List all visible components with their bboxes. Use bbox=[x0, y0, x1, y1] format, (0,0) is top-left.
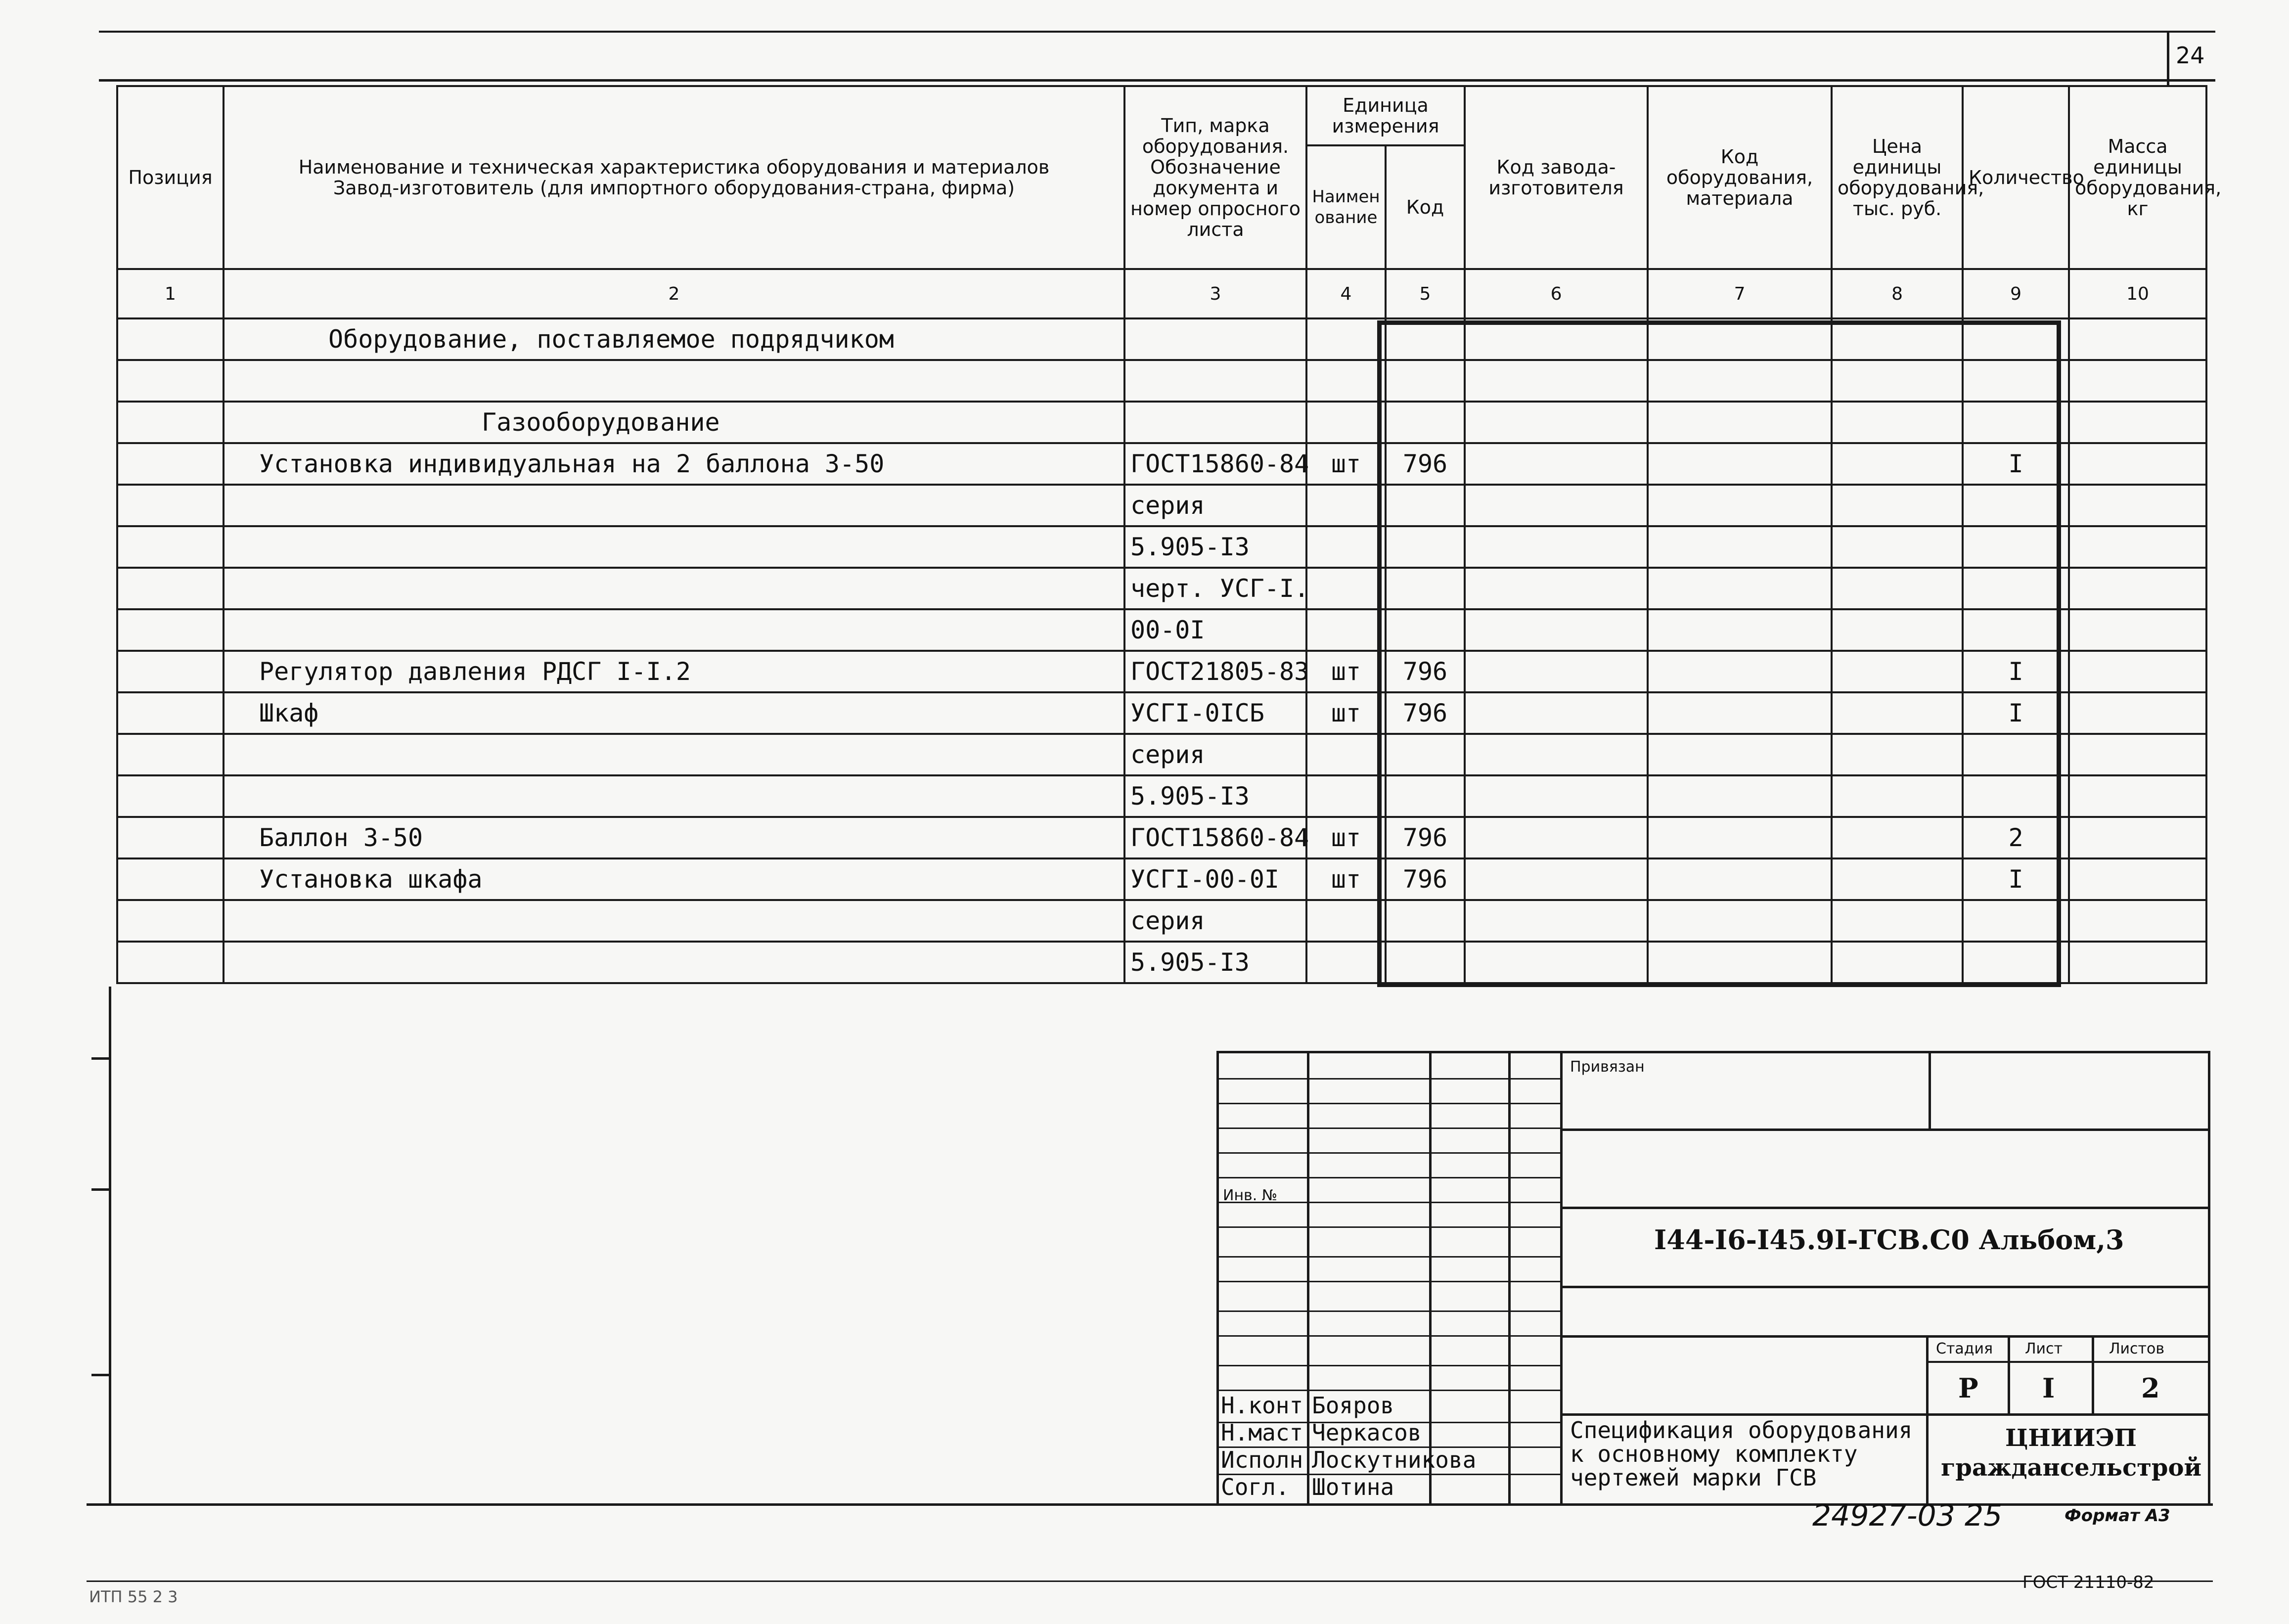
cell-mass bbox=[2069, 900, 2206, 942]
title-block bbox=[1216, 1051, 2210, 1506]
cell-mass bbox=[2069, 817, 2206, 858]
cell-qty: 2 bbox=[1963, 817, 2069, 858]
header-quantity: Количество bbox=[1963, 86, 2069, 269]
footer-rule bbox=[87, 1580, 2213, 1582]
title-line-2: к основному комплекту bbox=[1570, 1441, 1858, 1467]
cell-type: 5.905-I3 bbox=[1124, 526, 1306, 568]
header-mass: Масса единицы оборудования, кг bbox=[2069, 86, 2206, 269]
tb-divider bbox=[1929, 1053, 1931, 1130]
title-line-3: чертежей марки ГСВ bbox=[1570, 1464, 1817, 1491]
cell-code: 796 bbox=[1386, 692, 1465, 734]
tb-grid-row bbox=[1219, 1390, 1560, 1391]
top-rule-2 bbox=[99, 79, 2215, 82]
cell-mass bbox=[2069, 692, 2206, 734]
cell-name bbox=[224, 609, 1124, 651]
cell-name: Регулятор давления РДСГ I-I.2 bbox=[224, 651, 1124, 692]
cell-name bbox=[224, 900, 1124, 942]
colnum-6: 6 bbox=[1465, 269, 1648, 318]
role-label: Исполн bbox=[1221, 1446, 1303, 1473]
tb-rule bbox=[1560, 1128, 2208, 1131]
cell-unit bbox=[1306, 775, 1386, 817]
cell-pos bbox=[117, 734, 224, 775]
cell-mass bbox=[2069, 485, 2206, 526]
cell-unit bbox=[1306, 402, 1386, 443]
cell-pos bbox=[117, 526, 224, 568]
cell-unit bbox=[1306, 360, 1386, 402]
cell-code: 796 bbox=[1386, 443, 1465, 485]
margin-tick bbox=[91, 1374, 109, 1376]
cell-pos bbox=[117, 402, 224, 443]
role-person: Черкасов bbox=[1312, 1419, 1422, 1446]
colnum-5: 5 bbox=[1386, 269, 1465, 318]
stage-value: Р bbox=[1958, 1372, 1978, 1404]
colnum-8: 8 bbox=[1832, 269, 1963, 318]
tb-grid-row bbox=[1219, 1365, 1560, 1366]
colnum-9: 9 bbox=[1963, 269, 2069, 318]
header-type: Тип, марка оборудования. Обозначение документа и номер опросного листа bbox=[1124, 86, 1306, 269]
tb-grid-row bbox=[1219, 1078, 1560, 1080]
role-person: Лоскутникова bbox=[1312, 1446, 1477, 1473]
tb-divider bbox=[1926, 1335, 1929, 1503]
top-rule bbox=[99, 31, 2215, 33]
cell-unit bbox=[1306, 485, 1386, 526]
cell-unit: шт bbox=[1306, 858, 1386, 900]
cell-qty: I bbox=[1963, 651, 2069, 692]
sheet-number: 24 bbox=[2176, 42, 2205, 69]
cell-unit: шт bbox=[1306, 443, 1386, 485]
cell-pos bbox=[117, 485, 224, 526]
cell-name bbox=[224, 360, 1124, 402]
tb-col bbox=[1429, 1053, 1432, 1503]
cell-pos bbox=[117, 651, 224, 692]
cell-type: ГОСТ15860-84 bbox=[1124, 817, 1306, 858]
role-person: Шотина bbox=[1312, 1474, 1394, 1500]
cell-unit bbox=[1306, 609, 1386, 651]
cell-pos bbox=[117, 858, 224, 900]
cell-mass bbox=[2069, 568, 2206, 609]
header-plant-code: Код завода-изготовителя bbox=[1465, 86, 1648, 269]
tb-rule bbox=[1560, 1286, 2208, 1288]
cell-pos bbox=[117, 692, 224, 734]
cell-mass bbox=[2069, 443, 2206, 485]
cell-name bbox=[224, 526, 1124, 568]
cell-type: серия bbox=[1124, 900, 1306, 942]
privyazan-label: Привязан bbox=[1570, 1058, 1645, 1076]
cell-unit: шт bbox=[1306, 651, 1386, 692]
role-label: Н.конт bbox=[1221, 1392, 1303, 1419]
cell-name bbox=[224, 734, 1124, 775]
inv-no-label: Инв. № bbox=[1223, 1187, 1278, 1204]
cell-unit bbox=[1306, 942, 1386, 983]
tb-rule bbox=[1560, 1413, 2208, 1416]
cell-unit bbox=[1306, 318, 1386, 360]
left-border bbox=[109, 987, 111, 1506]
tb-divider bbox=[2092, 1335, 2094, 1414]
role-label: Согл. bbox=[1221, 1474, 1290, 1500]
cell-pos bbox=[117, 568, 224, 609]
cell-mass bbox=[2069, 651, 2206, 692]
tb-col bbox=[1560, 1053, 1563, 1503]
cell-unit bbox=[1306, 734, 1386, 775]
sheet-value: I bbox=[2042, 1372, 2055, 1404]
cell-unit: шт bbox=[1306, 692, 1386, 734]
cell-name: Газооборудование bbox=[224, 402, 1124, 443]
colnum-4: 4 bbox=[1306, 269, 1386, 318]
cell-mass bbox=[2069, 734, 2206, 775]
cell-pos bbox=[117, 318, 224, 360]
colnum-1: 1 bbox=[117, 269, 224, 318]
cell-pos bbox=[117, 609, 224, 651]
page-number-divider bbox=[2167, 31, 2169, 85]
cell-type: ГОСТ21805-83 bbox=[1124, 651, 1306, 692]
cell-pos bbox=[117, 360, 224, 402]
tb-grid-row bbox=[1219, 1152, 1560, 1154]
role-person: Бояров bbox=[1312, 1392, 1394, 1419]
cell-name: Шкаф bbox=[224, 692, 1124, 734]
cell-name bbox=[224, 942, 1124, 983]
cell-mass bbox=[2069, 609, 2206, 651]
sheets-label: Листов bbox=[2109, 1340, 2165, 1357]
cell-mass bbox=[2069, 402, 2206, 443]
cell-type bbox=[1124, 360, 1306, 402]
tb-rule bbox=[1560, 1335, 2208, 1338]
stage-label: Стадия bbox=[1936, 1340, 1993, 1357]
tb-divider bbox=[2008, 1335, 2010, 1414]
tb-col bbox=[1307, 1053, 1309, 1503]
cell-type: УСГI-00-0I bbox=[1124, 858, 1306, 900]
sheet-label: Лист bbox=[2025, 1340, 2063, 1357]
document-code: I44-I6-I45.9I-ГСВ.С0 Альбом,3 bbox=[1654, 1224, 2124, 1256]
sheets-value: 2 bbox=[2141, 1372, 2160, 1404]
cell-type: ГОСТ15860-84 bbox=[1124, 443, 1306, 485]
header-unit-code: Код bbox=[1386, 145, 1465, 269]
margin-tick bbox=[91, 1057, 109, 1060]
cell-pos bbox=[117, 443, 224, 485]
inventory-number: 24927-03 25 bbox=[1812, 1498, 2003, 1533]
cell-unit bbox=[1306, 568, 1386, 609]
cell-mass bbox=[2069, 775, 2206, 817]
cell-name bbox=[224, 485, 1124, 526]
tb-grid-row bbox=[1219, 1177, 1560, 1178]
cell-type: серия bbox=[1124, 485, 1306, 526]
cell-mass bbox=[2069, 526, 2206, 568]
cell-unit bbox=[1306, 526, 1386, 568]
footer-left-code: ИТП 55 2 3 bbox=[89, 1587, 178, 1606]
cell-unit: шт bbox=[1306, 817, 1386, 858]
colnum-2: 2 bbox=[224, 269, 1124, 318]
header-position: Позиция bbox=[117, 86, 224, 269]
cell-type: 5.905-I3 bbox=[1124, 775, 1306, 817]
tb-grid-row bbox=[1219, 1335, 1560, 1337]
footer-gost: ГОСТ 21110-82 bbox=[2022, 1573, 2154, 1592]
colnum-3: 3 bbox=[1124, 269, 1306, 318]
tb-grid-row bbox=[1219, 1281, 1560, 1282]
cell-qty: I bbox=[1963, 443, 2069, 485]
tb-col bbox=[1508, 1053, 1511, 1503]
cell-name: Установка шкафа bbox=[224, 858, 1124, 900]
header-name: Наименование и техническая характеристика оборудования и материалов Завод-изготовитель (для импортного оборудования-страна, фирма) bbox=[224, 86, 1124, 269]
cell-type: 00-0I bbox=[1124, 609, 1306, 651]
cell-name: Оборудование, поставляемое подрядчиком bbox=[224, 318, 1124, 360]
tb-grid-row bbox=[1219, 1128, 1560, 1129]
cell-type: УСГI-0IСБ bbox=[1124, 692, 1306, 734]
tb-rule bbox=[1560, 1207, 2208, 1209]
cell-code: 796 bbox=[1386, 817, 1465, 858]
org-line-2: граждансельстрой bbox=[1941, 1454, 2202, 1482]
header-price: Цена единицы оборудования, тыс. руб. bbox=[1832, 86, 1963, 269]
cell-name: Установка индивидуальная на 2 баллона 3-50 bbox=[224, 443, 1124, 485]
cell-type: черт. УСГ-I. bbox=[1124, 568, 1306, 609]
cell-qty: I bbox=[1963, 858, 2069, 900]
colnum-7: 7 bbox=[1648, 269, 1832, 318]
tb-rule bbox=[1926, 1361, 2208, 1363]
tb-grid-row bbox=[1219, 1310, 1560, 1312]
tb-grid-row bbox=[1219, 1226, 1560, 1228]
cell-qty: I bbox=[1963, 692, 2069, 734]
cell-name bbox=[224, 568, 1124, 609]
cell-type: серия bbox=[1124, 734, 1306, 775]
tb-grid-row bbox=[1219, 1103, 1560, 1104]
cell-code: 796 bbox=[1386, 858, 1465, 900]
role-label: Н.маст bbox=[1221, 1419, 1303, 1446]
cell-pos bbox=[117, 817, 224, 858]
header-unit-name: Наименование bbox=[1306, 145, 1386, 269]
org-line-1: ЦНИИЭП bbox=[2005, 1424, 2137, 1452]
tb-grid-row bbox=[1219, 1256, 1560, 1258]
cell-mass bbox=[2069, 360, 2206, 402]
cell-unit bbox=[1306, 900, 1386, 942]
margin-tick bbox=[91, 1188, 109, 1191]
cell-name: Баллон 3-50 bbox=[224, 817, 1124, 858]
format-label: Формат А3 bbox=[2065, 1506, 2170, 1526]
header-equipment-code: Код оборудования, материала bbox=[1648, 86, 1832, 269]
cell-mass bbox=[2069, 858, 2206, 900]
cell-type bbox=[1124, 402, 1306, 443]
cell-name bbox=[224, 775, 1124, 817]
cell-pos bbox=[117, 942, 224, 983]
cell-mass bbox=[2069, 942, 2206, 983]
highlight-frame bbox=[1377, 320, 2061, 987]
title-line-1: Спецификация оборудования bbox=[1570, 1417, 1913, 1444]
cell-type: 5.905-I3 bbox=[1124, 942, 1306, 983]
cell-type bbox=[1124, 318, 1306, 360]
cell-pos bbox=[117, 900, 224, 942]
cell-pos bbox=[117, 775, 224, 817]
cell-code: 796 bbox=[1386, 651, 1465, 692]
cell-mass bbox=[2069, 318, 2206, 360]
colnum-10: 10 bbox=[2069, 269, 2206, 318]
header-unit-group: Единица измерения bbox=[1306, 86, 1465, 145]
